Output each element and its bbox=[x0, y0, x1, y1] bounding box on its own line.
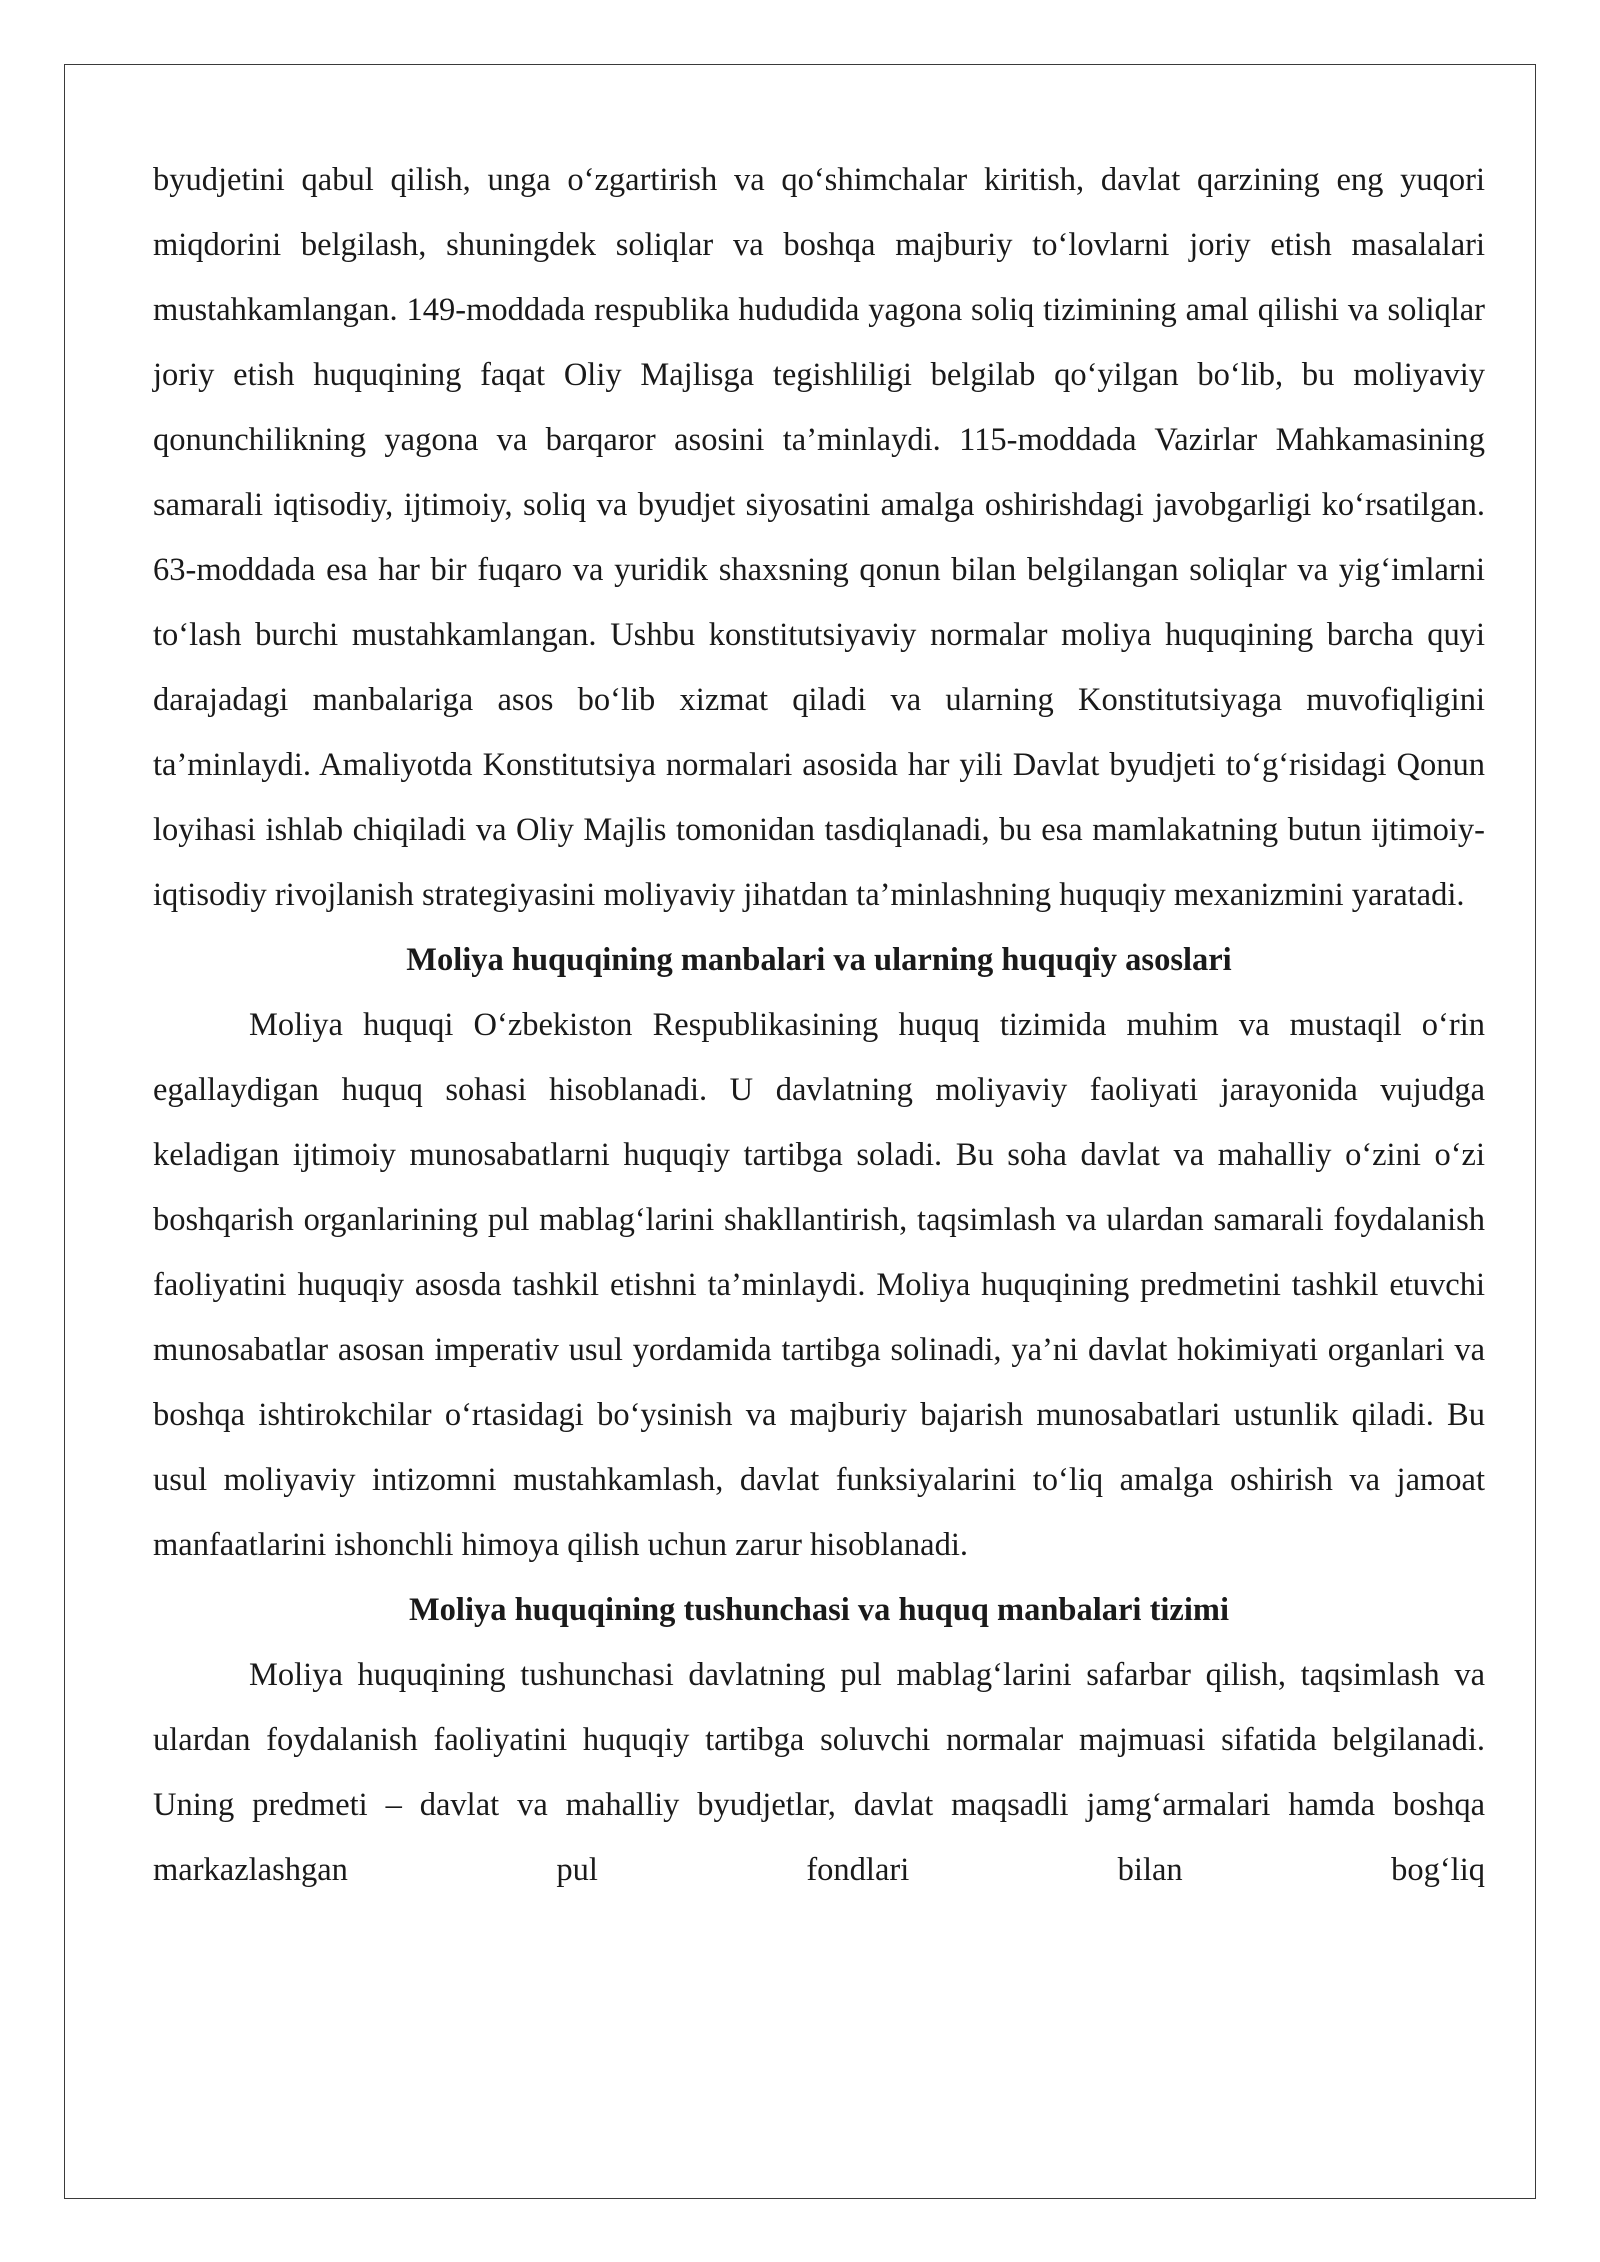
paragraph-financial-law-concept: Moliya huquqining tushunchasi davlatning pul mablag‘larini safarbar qilish, taqsimlash va ulardan foydalanish faoliyatini huquqiy tartibga soluvchi normalar majmuasi sifatida belgilanadi. Uning predmeti – davlat va mahalliy byudjetlar, davlat maqsadli jamg‘armalari hamda boshqa markazlashgan pul fondlari bilan bog‘liq bbox=[153, 1657, 1485, 1888]
section-heading-sources: Moliya huquqining manbalari va ularning huquqiy asoslari bbox=[406, 942, 1232, 978]
document-body bbox=[153, 148, 1485, 1903]
paragraph-financial-law-branch: Moliya huquqi O‘zbekiston Respublikasining huquq tizimida muhim va mustaqil o‘rin egallaydigan huquq sohasi hisoblanadi. U davlatning moliyaviy faoliyati jarayonida vujudga keladigan ijtimoiy munosabatlarni huquqiy tartibga soladi. Bu soha davlat va mahalliy o‘zini o‘zi boshqarish organlarining pul mablag‘larini shakllantirish, taqsimlash va ulardan samarali foydalanish faoliyatini huquqiy asosda tashkil etishni ta’minlaydi. Moliya huquqining predmetini tashkil etuvchi munosabatlar asosan imperativ usul yordamida tartibga solinadi, ya’ni davlat hokimiyati organlari va boshqa ishtirokchilar o‘rtasidagi bo‘ysinish va majburiy bajarish munosabatlari ustunlik qiladi. Bu usul moliyaviy intizomni mustahkamlash, davlat funksiyalarini to‘liq amalga oshirish va jamoat manfaatlarini ishonchli himoya qilish uchun zarur hisoblanadi. bbox=[153, 1007, 1485, 1563]
section-heading-concept: Moliya huquqining tushunchasi va huquq manbalari tizimi bbox=[408, 1592, 1229, 1628]
paragraph-constitutional-norms: byudjetini qabul qilish, unga o‘zgartirish va qo‘shimchalar kiritish, davlat qarzining eng yuqori miqdorini belgilash, shuningdek soliqlar va boshqa majburiy to‘lovlarni joriy etish masalalari mustahkamlangan. 149-moddada respublika hududida yagona soliq tizimining amal qilishi va soliqlar joriy etish huquqining faqat Oliy Majlisga tegishliligi belgilab qo‘yilgan bo‘lib, bu moliyaviy qonunchilikning yagona va barqaror asosini ta’minlaydi. 115-moddada Vazirlar Mahkamasining samarali iqtisodiy, ijtimoiy, soliq va byudjet siyosatini amalga oshirishdagi javobgarligi ko‘rsatilgan. 63-moddada esa har bir fuqaro va yuridik shaxsning qonun bilan belgilangan soliqlar va yig‘imlarni to‘lash burchi mustahkamlangan. Ushbu konstitutsiyaviy normalar moliya huquqining barcha quyi darajadagi manbalariga asos bo‘lib xizmat qiladi va ularning Konstitutsiyaga muvofiqligini ta’minlaydi. Amaliyotda Konstitutsiya normalari asosida har yili Davlat byudjeti to‘g‘risidagi Qonun loyihasi ishlab chiqiladi va Oliy Majlis tomonidan tasdiqlanadi, bu esa mamlakatning butun ijtimoiy-iqtisodiy rivojlanish strategiyasini moliyaviy jihatdan ta’minlashning huquqiy mexanizmini yaratadi. bbox=[153, 162, 1485, 913]
